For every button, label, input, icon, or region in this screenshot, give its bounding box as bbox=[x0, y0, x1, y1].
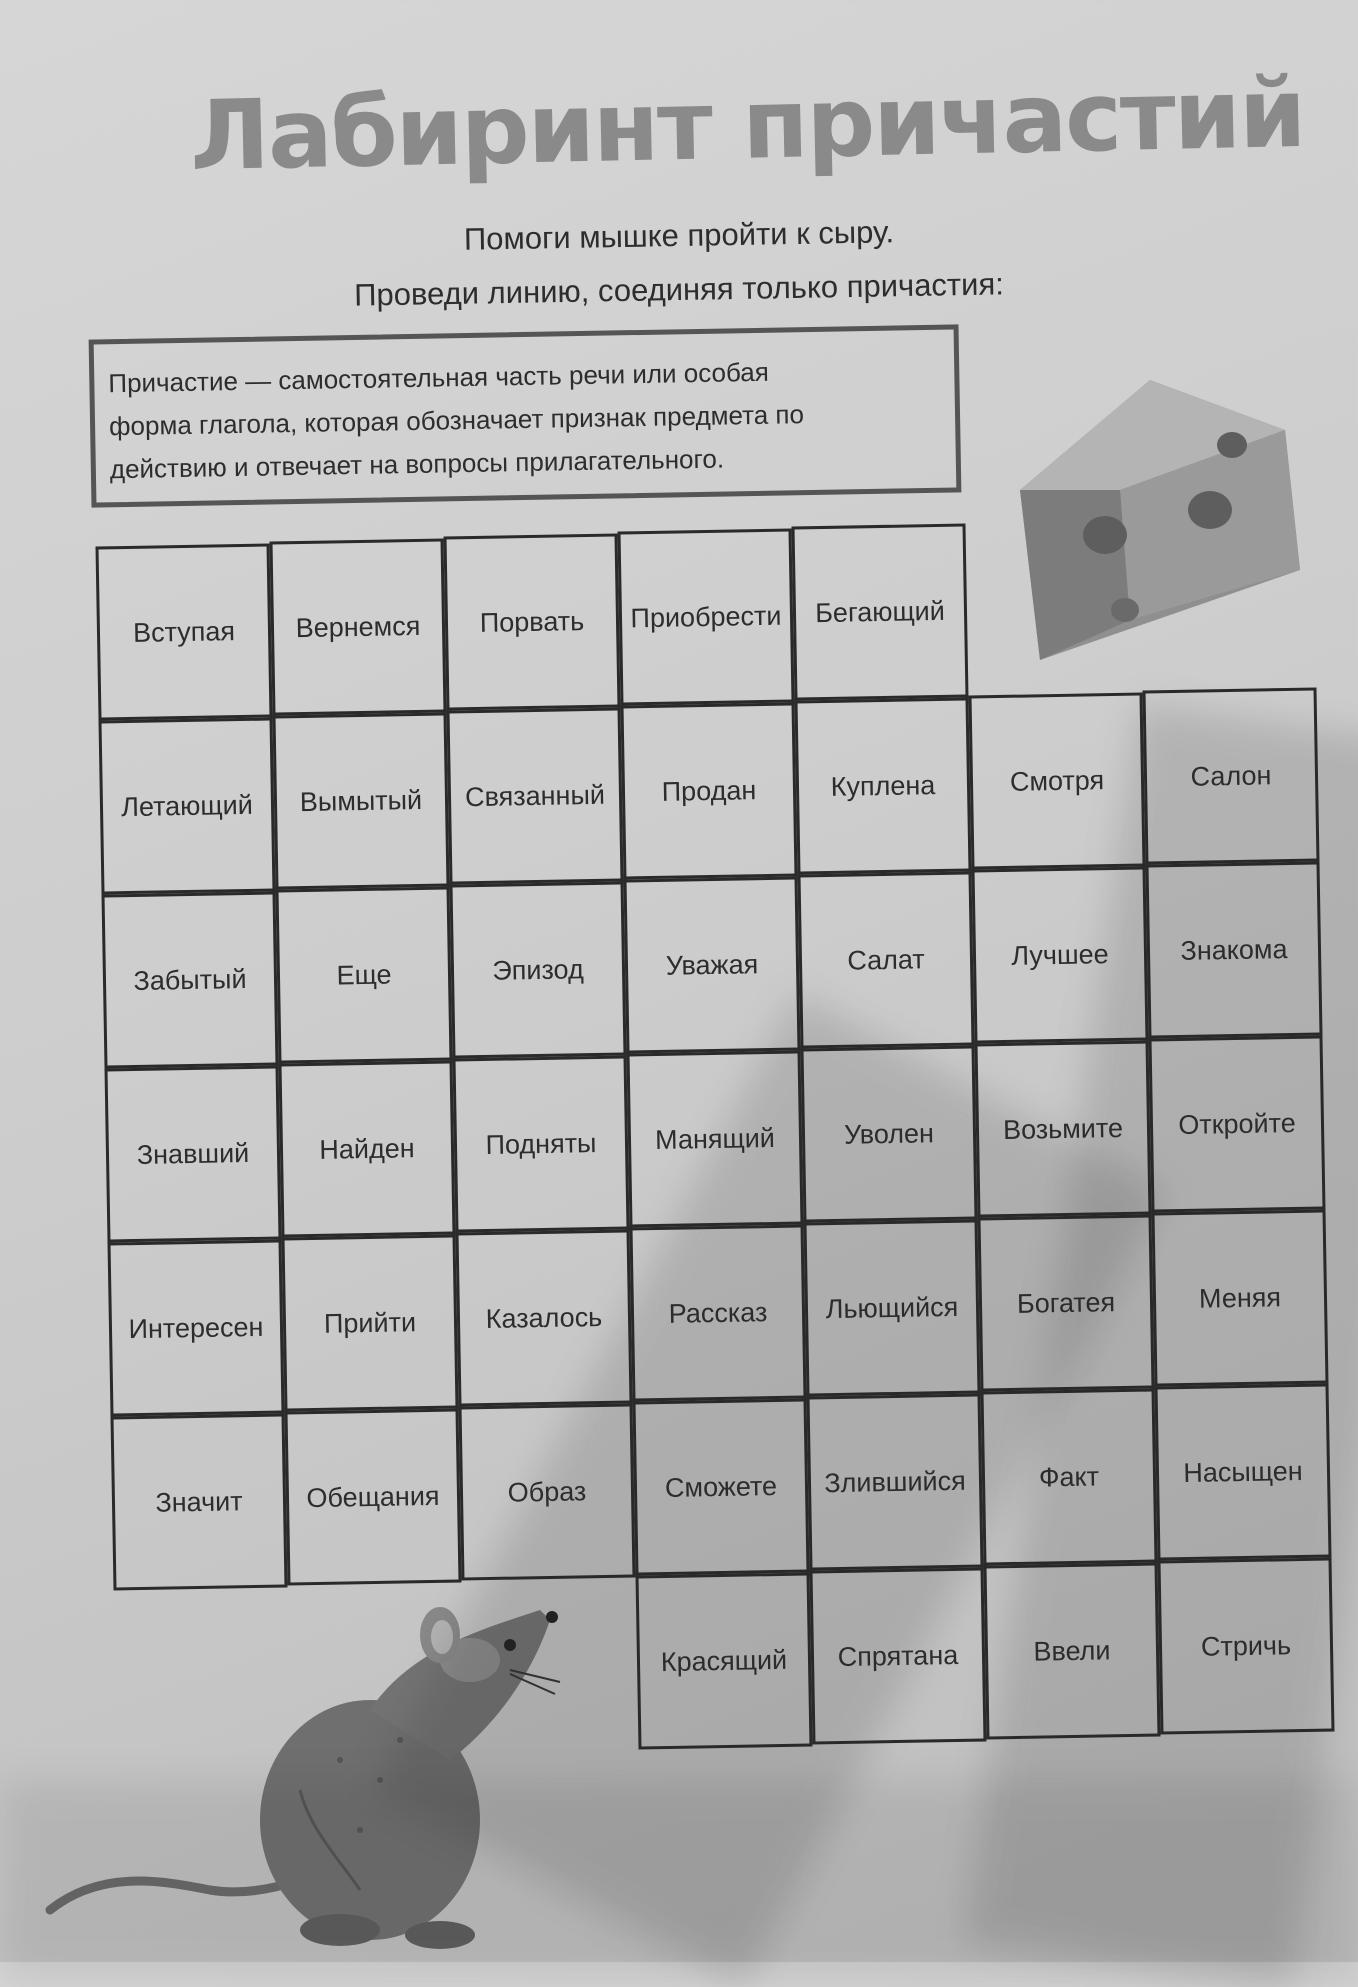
maze-cell: Злившийся bbox=[806, 1393, 983, 1570]
maze-cell: Связанный bbox=[446, 707, 623, 884]
maze-cell: Бегающий bbox=[791, 523, 968, 700]
maze-cell: Знакома bbox=[1145, 861, 1322, 1038]
page-title: Лабиринт причастий bbox=[188, 56, 1306, 193]
definition-line-2: форма глагола, которая обозначает признак предмета по bbox=[108, 399, 805, 442]
maze-cell: Еще bbox=[275, 886, 452, 1063]
instruction-line-2: Проведи линию, соединяя только причастия: bbox=[353, 266, 1005, 313]
maze-cell: Уважая bbox=[623, 876, 800, 1053]
maze-cell: Эпизод bbox=[449, 881, 626, 1058]
maze-cell: Спрятана bbox=[809, 1567, 986, 1744]
maze-cell: Куплена bbox=[794, 697, 971, 874]
maze-cell: Смотря bbox=[968, 692, 1145, 869]
maze-cell: Продан bbox=[620, 702, 797, 879]
definition-line-1: Причастие — самостоятельная часть речи или особая bbox=[108, 356, 770, 399]
maze-cell: Вымытый bbox=[272, 712, 449, 889]
maze-cell: Богатея bbox=[977, 1214, 1154, 1391]
maze-cell: Салон bbox=[1142, 687, 1319, 864]
definition-line-3: действию и отвечает на вопросы прилагательного. bbox=[109, 443, 725, 485]
maze-cell: Возьмите bbox=[974, 1040, 1151, 1217]
maze-cell: Летающий bbox=[98, 717, 275, 894]
maze-cell: Интересен bbox=[107, 1239, 284, 1416]
maze-cell: Салат bbox=[797, 871, 974, 1048]
maze-cell: Забытый bbox=[101, 891, 278, 1068]
maze-cell: Откройте bbox=[1148, 1035, 1325, 1212]
maze-cell: Вступая bbox=[95, 543, 272, 720]
maze-cell: Рассказ bbox=[629, 1224, 806, 1401]
instruction-line-1: Помоги мышке пройти к сыру. bbox=[463, 214, 895, 257]
maze-cell: Льющийся bbox=[803, 1219, 980, 1396]
mouse-icon bbox=[40, 1590, 640, 1962]
maze-cell: Ввели bbox=[983, 1562, 1160, 1739]
maze-cell: Красящий bbox=[635, 1572, 812, 1749]
maze-cell: Сможете bbox=[632, 1398, 809, 1575]
maze-cell: Прийти bbox=[281, 1234, 458, 1411]
maze-cell: Знавший bbox=[104, 1065, 281, 1242]
maze-cell: Уволен bbox=[800, 1045, 977, 1222]
maze-cell: Лучшее bbox=[971, 866, 1148, 1043]
maze-cell: Вернемся bbox=[269, 538, 446, 715]
maze-cell: Казалось bbox=[455, 1229, 632, 1406]
maze-cell: Найден bbox=[278, 1060, 455, 1237]
maze-cell: Манящий bbox=[626, 1050, 803, 1227]
maze-cell: Насыщен bbox=[1154, 1383, 1331, 1560]
maze-cell: Стричь bbox=[1157, 1557, 1334, 1734]
maze-cell: Порвать bbox=[443, 533, 620, 710]
maze-cell: Подняты bbox=[452, 1055, 629, 1232]
maze-cell: Обещания bbox=[284, 1408, 461, 1585]
maze-cell: Приобрести bbox=[617, 528, 794, 705]
maze-cell: Меняя bbox=[1151, 1209, 1328, 1386]
maze-cell: Образ bbox=[458, 1403, 635, 1580]
maze-cell: Значит bbox=[110, 1413, 287, 1590]
maze-cell: Факт bbox=[980, 1388, 1157, 1565]
